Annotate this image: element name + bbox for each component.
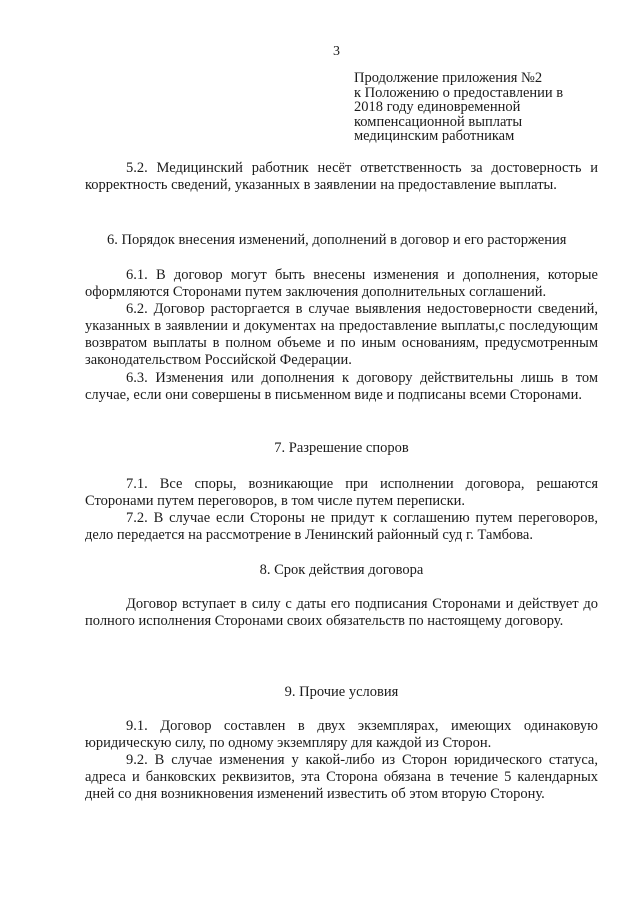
appendix-note [354,71,604,144]
appendix-note-line: медицинским работникам [354,128,515,145]
appendix-note-line: 2018 году единовременной [354,99,521,116]
paragraph-6-3: 6.3. Изменения или дополнения к договору действительны лишь в том случае, если они совершены в письменном виде и подписаны всеми Сторонами. [85,370,598,403]
paragraph-5-2: 5.2. Медицинский работник несёт ответственность за достоверность и корректность сведений, указанных в заявлении на предоставление выплаты. [85,160,598,193]
appendix-note-line: компенсационной выплаты [354,113,523,130]
section-6-heading: 6. Порядок внесения изменений, дополнений в договор и его расторжения [107,232,567,248]
section-8-heading: 8. Срок действия договора [259,562,424,578]
paragraph-9-1: 9.1. Договор составлен в двух экземплярах, имеющих одинаковую юридическую силу, по одному экземпляру для каждой из Сторон. [85,718,598,751]
appendix-note-line: Продолжение приложения №2 [354,70,543,86]
paragraph-6-2: 6.2. Договор расторгается в случае выявления недостоверности сведений, указанных в заявлении и документах на предоставление выплаты,с последующим возвратом выплаты в полном объеме и по иным основаниям, предусмотренным законодательством Российской Федерации. [85,301,598,368]
paragraph-6-1: 6.1. В договор могут быть внесены изменения и дополнения, которые оформляются Сторонами путем заключения дополнительных соглашений. [85,267,598,300]
page-number: 3 [333,44,340,59]
section-9-heading: 9. Прочие условия [284,684,399,700]
paragraph-7-2: 7.2. В случае если Стороны не придут к соглашению путем переговоров, дело передается на рассмотрение в Ленинский районный суд г. Тамбова. [85,510,598,543]
paragraph-7-1: 7.1. Все споры, возникающие при исполнении договора, решаются Сторонами путем переговоров, в том числе путем переписки. [85,476,598,509]
section-7-heading: 7. Разрешение споров [274,440,409,456]
paragraph-8-1: Договор вступает в силу с даты его подписания Сторонами и действует до полного исполнения Сторонами своих обязательств по настоящему договору. [85,596,598,629]
paragraph-9-2: 9.2. В случае изменения у какой-либо из Сторон юридического статуса, адреса и банковских реквизитов, эта Сторона обязана в течение 5 календарных дней со дня возникновения изменений известить об этом вторую Сторону. [85,752,598,802]
appendix-note-line: к Положению о предоставлении в [354,84,564,101]
